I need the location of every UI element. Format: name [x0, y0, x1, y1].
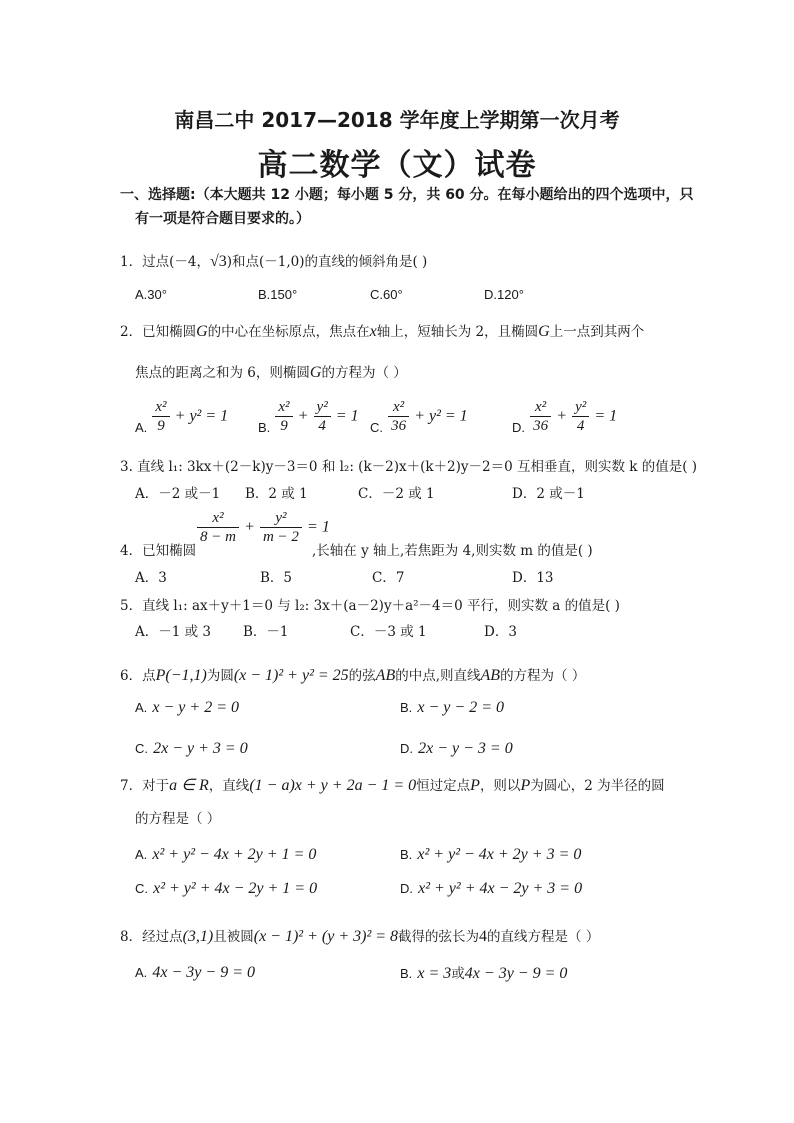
- question-2-line1: [120, 320, 644, 341]
- option-expression: x − y + 2 = 0: [152, 699, 239, 716]
- option-label: A.: [135, 847, 148, 862]
- section-instructions-line1: 一、选择题:（本大题共 12 小题；每小题 5 分，共 60 分。在每小题给出的四个选项中，只: [120, 187, 694, 203]
- q6-text-a: 6．点: [120, 668, 156, 684]
- q7-option-a: [135, 844, 316, 864]
- q5-option-c: C．－3 或 1: [350, 624, 427, 640]
- question-8: [120, 925, 599, 946]
- denominator: 4: [576, 418, 585, 434]
- q8-text-c: 截得的弦长为: [398, 929, 480, 945]
- option-label: A.: [135, 700, 148, 715]
- q1-text-a: 1．过点(－4，: [120, 254, 210, 270]
- option-expression: x² + y² + 4x − 2y + 1 = 0: [153, 880, 318, 897]
- q1-text-b: )和点(－1,0)的直线的倾斜角是( ): [226, 254, 428, 270]
- fraction: [260, 509, 302, 546]
- denominator: 36: [391, 418, 407, 434]
- q4-option-d: D．13: [512, 570, 554, 586]
- numerator: x²: [388, 398, 409, 417]
- q5-option-b: B．－1: [243, 624, 289, 640]
- plus-sign: +: [297, 407, 309, 425]
- q1-option-c: C.60°: [370, 287, 403, 302]
- q6-option-c: [135, 738, 248, 758]
- q3-option-b: B．2 或 1: [245, 486, 308, 502]
- q7-text-c: 恒过定点: [416, 778, 471, 794]
- option-label: A.: [135, 965, 148, 980]
- q8-text-a: 8．经过点: [120, 929, 183, 945]
- option-expression: 4x − 3y − 9 = 0: [152, 964, 255, 981]
- fraction: [314, 398, 331, 435]
- option-expression: x = 3: [417, 965, 452, 982]
- q8-option-a: [135, 962, 255, 982]
- q3-option-c: C．－2 或 1: [358, 486, 435, 502]
- q5-option-d: D．3: [484, 624, 517, 640]
- a-in-r-expression: a ∈ R: [169, 777, 209, 794]
- ellipse-g-symbol: G: [309, 364, 322, 381]
- numerator: y²: [314, 398, 331, 417]
- denominator: 9: [280, 418, 288, 434]
- q2-option-c: [370, 398, 468, 435]
- q8-text-b: 且被圆: [213, 929, 254, 945]
- q8-option-b: [400, 962, 567, 983]
- denominator: 36: [533, 418, 549, 434]
- q6-text-b: 为圆: [206, 668, 234, 684]
- question-4-text-a: 4．已知椭圆: [120, 543, 197, 559]
- question-7-line1: [120, 774, 665, 795]
- question-5: 5．直线 l₁: ax＋y＋1＝0 与 l₂: 3x＋(a－2)y＋a²－4＝0 平行，则实数 a 的值是( ): [120, 598, 620, 614]
- q1-option-d: D.120°: [484, 287, 524, 302]
- x-axis-symbol: x: [369, 323, 377, 340]
- question-6: [120, 664, 585, 685]
- q7-option-d: [400, 878, 582, 898]
- plus-sign: +: [556, 407, 567, 425]
- q2-text-a: 2．已知椭圆: [120, 324, 197, 340]
- numerator: y²: [260, 509, 302, 528]
- option-label: C.: [135, 741, 148, 756]
- option-expression: 2x − y + 3 = 0: [153, 740, 248, 757]
- numerator: x²: [530, 398, 551, 417]
- q7-text-e: 为圆心，2 为半径的圆: [530, 778, 665, 794]
- q3-option-a: A．－2 或－1: [135, 486, 221, 502]
- q2-text-c: 轴上，短轴长为 2，且椭圆: [376, 324, 539, 340]
- denominator: 8 − m: [200, 529, 236, 545]
- equation-rest: + y² = 1: [414, 407, 468, 425]
- option-expression: x² + y² − 4x + 2y + 1 = 0: [152, 846, 317, 863]
- q4-ellipse-equation: [197, 509, 330, 546]
- circle-equation: (x − 1)² + y² = 25: [233, 667, 349, 684]
- q2-option-d: [512, 398, 617, 435]
- option-expression: 4x − 3y − 9 = 0: [464, 965, 568, 982]
- question-7-line2: 的方程是（ ）: [135, 811, 221, 827]
- q7-text-b: ，直线: [208, 778, 250, 794]
- option-label: A.: [135, 420, 148, 435]
- fraction: [530, 398, 551, 435]
- q6-text-e: 的方程为（ ）: [500, 668, 586, 684]
- fraction: [197, 509, 239, 546]
- option-label: B.: [258, 420, 271, 435]
- numerator: y²: [572, 398, 589, 417]
- equation-rest: + y² = 1: [174, 407, 229, 425]
- option-expression: x² + y² − 4x + 2y + 3 = 0: [417, 846, 582, 863]
- q6-option-b: [400, 697, 504, 717]
- line-equation: (1 − a)x + y + 2a − 1 = 0: [249, 777, 417, 794]
- option-label: C.: [370, 420, 383, 435]
- ellipse-g-symbol: G: [196, 323, 208, 340]
- fraction: [275, 398, 292, 435]
- q2-text-f: 的方程为（ ）: [321, 365, 407, 381]
- q8-text-d: 的直线方程是（ ）: [487, 929, 600, 945]
- q7-text-d: ，则以: [479, 778, 521, 794]
- plus-sign: +: [244, 518, 255, 536]
- or-word: 或: [451, 966, 465, 982]
- equation-rest: = 1: [307, 518, 330, 536]
- option-label: D.: [400, 881, 413, 896]
- q3-option-d: D．2 或－1: [512, 486, 585, 502]
- denominator: 4: [318, 418, 326, 434]
- sqrt3-expression: √3: [209, 253, 227, 270]
- numerator: x²: [152, 398, 169, 417]
- q6-text-d: 的中点,则直线: [395, 668, 481, 684]
- option-label: C.: [135, 881, 148, 896]
- q6-option-d: [400, 738, 513, 758]
- q7-text-a: 7．对于: [120, 778, 170, 794]
- q4-option-b: B．5: [260, 570, 293, 586]
- equation-rest: = 1: [594, 407, 618, 425]
- q2-text-d: 上一点到其两个: [549, 324, 645, 340]
- point-p-symbol: P: [520, 777, 531, 794]
- q1-option-b: B.150°: [258, 287, 298, 302]
- equation-rest: = 1: [335, 407, 359, 425]
- q2-text-b: 的中心在坐标原点，焦点在: [207, 324, 370, 340]
- section-instructions-line2: 有一项是符合题目要求的。）: [135, 211, 310, 227]
- question-1: [120, 250, 427, 271]
- option-expression: 2x − y − 3 = 0: [418, 740, 513, 757]
- q7-option-b: [400, 844, 581, 864]
- ellipse-g-symbol: G: [538, 323, 550, 340]
- q6-option-a: [135, 697, 239, 717]
- fraction: [572, 398, 589, 435]
- q2-text-e: 焦点的距离之和为 6，则椭圆: [135, 365, 310, 381]
- school-header: 南昌二中 2017—2018 学年度上学期第一次月考: [174, 108, 620, 132]
- chord-ab-symbol: AB: [375, 667, 396, 684]
- option-expression: x − y − 2 = 0: [417, 699, 504, 716]
- numerator: x²: [275, 398, 292, 417]
- q4-option-c: C．7: [372, 570, 405, 586]
- chord-length-value: 4: [479, 928, 488, 945]
- q2-option-b: [258, 398, 359, 435]
- option-label: B.: [400, 966, 413, 981]
- fraction: [152, 398, 169, 435]
- numerator: x²: [197, 509, 239, 528]
- point-expression: (3,1): [182, 928, 214, 945]
- question-4-text-b: ,长轴在 y 轴上,若焦距为 4,则实数 m 的值是( ): [312, 543, 593, 559]
- option-label: B.: [400, 700, 413, 715]
- option-expression: x² + y² + 4x − 2y + 3 = 0: [418, 880, 583, 897]
- option-label: D.: [400, 741, 413, 756]
- option-label: B.: [400, 847, 413, 862]
- fraction: [388, 398, 409, 435]
- q6-text-c: 的弦: [348, 668, 376, 684]
- chord-ab-symbol: AB: [480, 667, 501, 684]
- point-p-symbol: P: [470, 777, 480, 794]
- denominator: m − 2: [262, 529, 299, 545]
- q2-option-a: [135, 398, 228, 435]
- q5-option-a: A．－1 或 3: [135, 624, 212, 640]
- q4-option-a: A．3: [135, 570, 167, 586]
- question-2-line2: [135, 361, 407, 382]
- option-label: D.: [512, 420, 525, 435]
- q7-option-c: [135, 878, 317, 898]
- circle-equation: (x − 1)² + (y + 3)² = 8: [253, 928, 399, 945]
- exam-title: 高二数学（文）试卷: [257, 148, 537, 183]
- question-3: 3. 直线 l₁: 3kx＋(2－k)y－3＝0 和 l₂: (k－2)x＋(k＋2)y－2＝0 互相垂直，则实数 k 的值是( ): [120, 459, 698, 475]
- point-p-expression: P(−1,1): [155, 667, 207, 684]
- q1-option-a: A.30°: [135, 287, 167, 302]
- denominator: 9: [157, 418, 165, 434]
